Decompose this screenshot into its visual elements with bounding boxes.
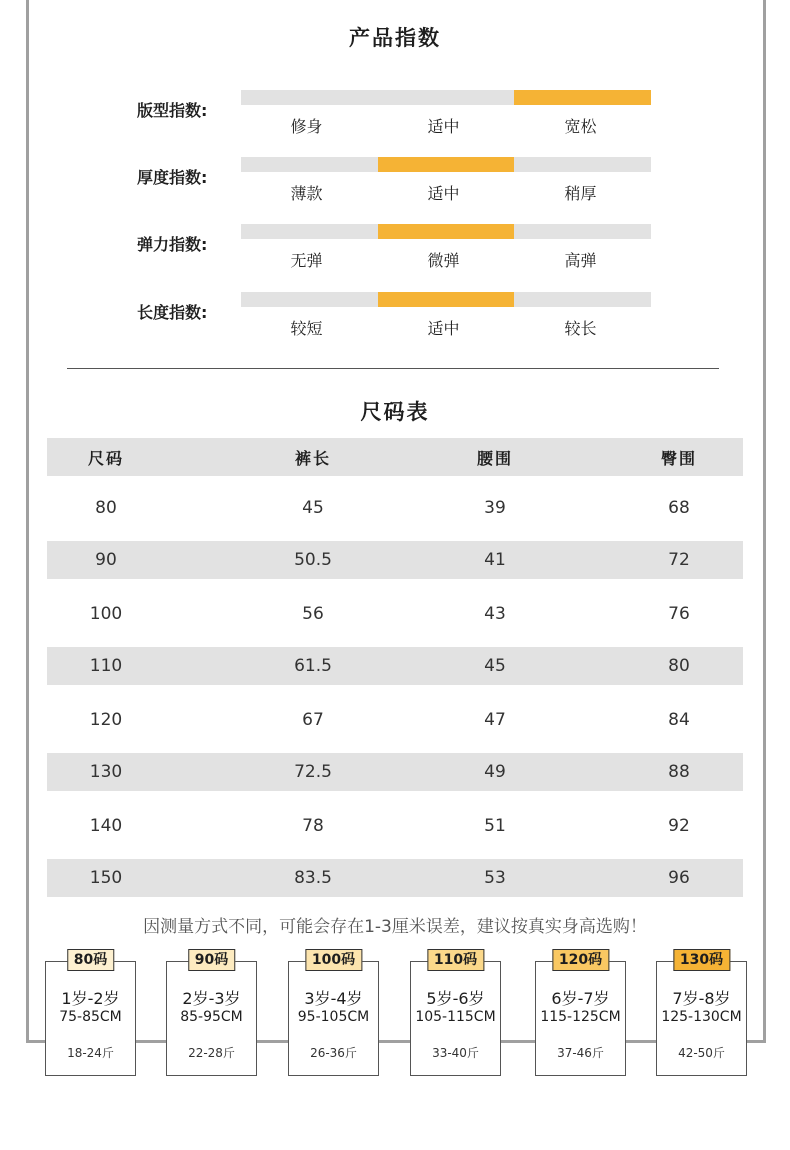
table-cell: 41 [484, 550, 506, 570]
table-cell: 80 [95, 498, 117, 518]
table-cell: 100 [89, 604, 123, 624]
card-weight: 33-40斤 [432, 1046, 479, 1060]
index-bar [241, 292, 651, 307]
size-card [45, 952, 136, 1076]
index-option: 适中 [427, 319, 460, 338]
size-badge: 90码 [188, 949, 235, 971]
index-segment-active [378, 292, 515, 307]
table-row [47, 647, 743, 685]
index-option: 薄款 [290, 184, 323, 203]
table-row [47, 701, 743, 739]
size-badge: 100码 [305, 949, 362, 971]
card-age: 2岁-3岁 [182, 989, 241, 1008]
index-bar [241, 90, 651, 105]
table-cell: 68 [668, 498, 690, 518]
index-label: 厚度指数: [137, 168, 208, 187]
table-header-cell: 裤长 [294, 448, 332, 468]
table-cell: 150 [89, 868, 123, 888]
card-height: 115-125CM [540, 1009, 621, 1025]
card-height: 85-95CM [180, 1009, 243, 1025]
table-cell: 78 [302, 816, 324, 836]
table-cell: 84 [668, 710, 690, 730]
table-header-cell: 尺码 [87, 448, 125, 468]
card-age: 1岁-2岁 [61, 989, 120, 1008]
frame-bottom-border [26, 1040, 766, 1043]
size-card [656, 952, 747, 1076]
card-age: 5岁-6岁 [426, 989, 485, 1008]
card-age: 7岁-8岁 [672, 989, 731, 1008]
index-label: 长度指数: [137, 303, 208, 322]
table-cell: 83.5 [294, 868, 332, 888]
card-height: 95-105CM [297, 1009, 370, 1025]
table-cell: 110 [89, 656, 123, 676]
index-segment-active [514, 90, 651, 105]
index-segment [241, 90, 378, 105]
card-age: 3岁-4岁 [304, 989, 363, 1008]
table-row [47, 807, 743, 845]
table-row [47, 859, 743, 897]
table-row [47, 753, 743, 791]
card-age: 6岁-7岁 [551, 989, 610, 1008]
table-cell: 96 [668, 868, 690, 888]
card-weight: 37-46斤 [557, 1046, 604, 1060]
table-cell: 51 [484, 816, 506, 836]
index-option: 较长 [564, 319, 597, 338]
size-card [288, 952, 379, 1076]
index-bar [241, 224, 651, 239]
table-header-cell: 腰围 [476, 448, 514, 468]
size-card [166, 952, 257, 1076]
size-badge: 80码 [67, 949, 114, 971]
table-cell: 56 [302, 604, 324, 624]
table-cell: 47 [484, 710, 506, 730]
index-option: 适中 [427, 117, 460, 136]
table-cell: 130 [89, 762, 123, 782]
table-cell: 80 [668, 656, 690, 676]
index-segment-active [378, 224, 515, 239]
index-option: 修身 [290, 117, 323, 136]
table-row [47, 489, 743, 527]
card-weight: 26-36斤 [310, 1046, 357, 1060]
measurement-note: 因测量方式不同，可能会存在1-3厘米误差，建议按真实身高选购！ [143, 917, 647, 937]
frame-right-border [763, 0, 766, 1042]
index-label: 版型指数: [137, 101, 208, 120]
size-badge: 130码 [673, 949, 730, 971]
index-segment [241, 224, 378, 239]
size-card [535, 952, 626, 1076]
table-cell: 49 [484, 762, 506, 782]
table-cell: 45 [302, 498, 324, 518]
table-cell: 72.5 [294, 762, 332, 782]
table-cell: 72 [668, 550, 690, 570]
index-segment [514, 292, 651, 307]
frame-left-border [26, 0, 29, 1042]
index-segment [514, 157, 651, 172]
table-cell: 90 [95, 550, 117, 570]
index-label: 弹力指数: [137, 235, 208, 254]
index-bar [241, 157, 651, 172]
index-option: 适中 [427, 184, 460, 203]
card-weight: 18-24斤 [67, 1046, 114, 1060]
table-row [47, 595, 743, 633]
index-segment [241, 157, 378, 172]
table-cell: 120 [89, 710, 123, 730]
index-option: 宽松 [564, 117, 597, 136]
index-segment-active [378, 157, 515, 172]
index-segment [514, 224, 651, 239]
card-height: 75-85CM [59, 1009, 122, 1025]
table-header-cell: 臀围 [660, 448, 698, 468]
card-weight: 42-50斤 [678, 1046, 725, 1060]
size-badge: 120码 [552, 949, 609, 971]
table-cell: 67 [302, 710, 324, 730]
card-height: 105-115CM [415, 1009, 496, 1025]
card-weight: 22-28斤 [188, 1046, 235, 1060]
table-cell: 76 [668, 604, 690, 624]
index-option: 稍厚 [564, 184, 597, 203]
table-cell: 61.5 [294, 656, 332, 676]
index-option: 高弹 [564, 251, 597, 270]
size-badge: 110码 [427, 949, 484, 971]
table-row [47, 541, 743, 579]
index-option: 较短 [290, 319, 323, 338]
table-cell: 43 [484, 604, 506, 624]
table-cell: 53 [484, 868, 506, 888]
table-cell: 140 [89, 816, 123, 836]
section-divider [67, 368, 719, 369]
card-height: 125-130CM [661, 1009, 742, 1025]
index-option: 微弹 [427, 251, 460, 270]
index-option: 无弹 [290, 251, 323, 270]
table-cell: 45 [484, 656, 506, 676]
table-cell: 39 [484, 498, 506, 518]
product-index-title: 产品指数 [349, 26, 441, 50]
index-segment [241, 292, 378, 307]
table-header [47, 438, 743, 476]
index-segment [378, 90, 515, 105]
table-cell: 92 [668, 816, 690, 836]
table-cell: 50.5 [294, 550, 332, 570]
size-card [410, 952, 501, 1076]
size-table-title: 尺码表 [360, 400, 430, 424]
table-cell: 88 [668, 762, 690, 782]
